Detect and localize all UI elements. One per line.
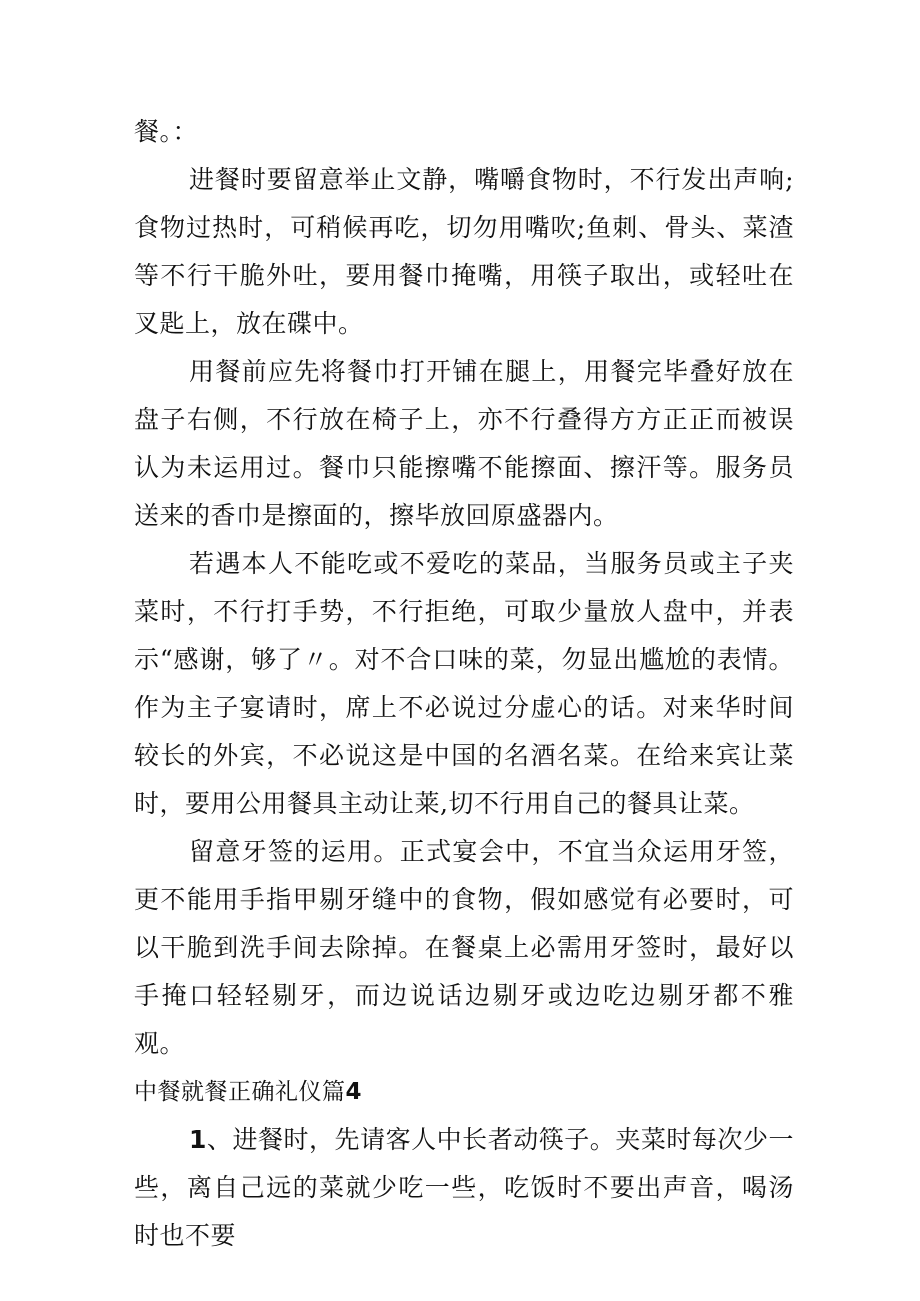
paragraph-fragment: 餐。： [134,117,199,146]
section-heading [134,1068,794,1116]
paragraph-eating-manners: 进餐时要留意举止文静，嘴嚼食物时，不行发出声响;食物过热时，可稍候再吃，切勿用嘴吹;鱼刺、骨头、菜渣等不行干脆外吐，要用餐巾掩嘴，用筷子取出，或轻吐在叉匙上，放在碟中。 [134,165,794,338]
item-number: 1 [189,1125,207,1154]
section-heading-text: 中餐就餐正确礼仪篇 [134,1079,346,1105]
numbered-paragraph [134,1116,794,1260]
document-body [134,108,794,1260]
section-heading-number: 4 [345,1079,363,1105]
paragraph-toothpick: 留意牙签的运用。正式宴会中，不宜当众运用牙签，更不能用手指甲剔牙缝中的食物，假如感觉有必要时，可以干脆到洗手间去除掉。在餐桌上必需用牙签时，最好以手掩口轻轻剔牙，而边说话边剔牙或边吃边剔牙都不雅观。 [134,837,794,1058]
paragraph-napkin: 用餐前应先将餐巾打开铺在腿上，用餐完毕叠好放在盘子右侧，不行放在椅子上，亦不行叠得方方正正而被误认为未运用过。餐巾只能擦嘴不能擦面、擦汗等。服务员送来的香巾是擦面的，擦毕放回原盛器内。 [134,357,794,530]
paragraph-declining-food: 若遇本人不能吃或不爱吃的菜品，当服务员或主子夹菜时，不行打手势，不行拒绝，可取少量放人盘中，并表示“感谢，够了〃。对不合口味的菜，勿显出尴尬的表情。作为主子宴请时，席上不必说过分虚心的话。对来华时间较长的外宾，不必说这是中国的名酒名菜。在给来宾让菜时，要用公用餐具主动让莱,切不行用自己的餐具让菜。 [134,549,794,818]
item-text: 、进餐时，先请客人中长者动筷子。夹菜时每次少一些，离自己远的菜就少吃一些，吃饭时不要出声音，喝汤时也不要 [134,1125,794,1250]
